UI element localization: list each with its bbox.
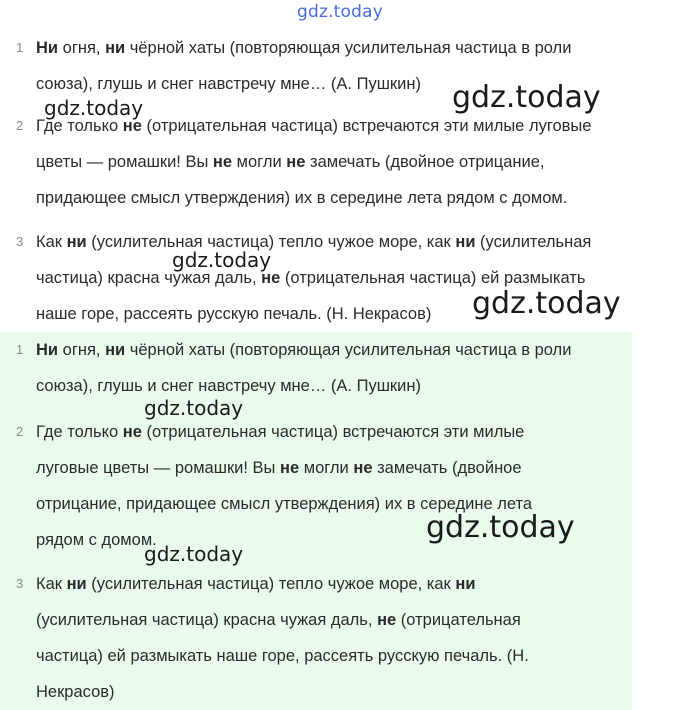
watermark-top: gdz.today (296, 2, 384, 22)
item-text: Как ни (усилительная частица) тепло чужое море, как ни (усилительная частица) красна чужая даль, не (отрицательная частица) ей размыкать наше горе, рассеять русскую печаль. (Н. Некрасов) (36, 575, 529, 701)
particle-highlight: не (122, 117, 142, 135)
item-text: Как ни (усилительная частица) тепло чужое море, как ни (усилительная частица) красна чужая даль, не (отрицательная частица) ей размыкать наше горе, рассеять русскую печаль. (Н. Некрасов) (36, 233, 592, 323)
watermark: gdz.today (172, 248, 272, 272)
item-number: 2 (16, 118, 24, 133)
item-text: Ни огня, ни чёрной хаты (повторяющая усилительная частица в роли союза), глушь и снег навстречу мне… (А. Пушкин) (36, 341, 572, 395)
item-number: 2 (16, 424, 24, 439)
particle-highlight: не (122, 423, 142, 441)
particle-highlight: не (377, 611, 397, 629)
watermark: gdz.today (44, 96, 144, 120)
particle-highlight: ни (66, 233, 87, 251)
item-number: 1 (16, 40, 24, 55)
particle-highlight: не (212, 153, 233, 171)
particle-highlight: не (353, 459, 373, 477)
watermark: gdz.today (426, 510, 575, 545)
watermark: gdz.today (452, 80, 601, 115)
particle-highlight: не (286, 153, 306, 171)
watermark: gdz.today (144, 542, 244, 566)
item-text: Ни огня, ни чёрной хаты (повторяющая усилительная частица в роли союза), глушь и снег навстречу мне… (А. Пушкин) (36, 39, 572, 93)
item-number: 3 (16, 234, 24, 249)
particle-highlight: ни (66, 575, 87, 593)
watermark: gdz.today (472, 286, 621, 321)
particle-highlight: не (280, 459, 300, 477)
item-number: 1 (16, 342, 24, 357)
particle-highlight: Ни (36, 341, 59, 359)
particle-highlight: ни (455, 233, 476, 251)
item-text: Где только не (отрицательная частица) встречаются эти милые луговые цветы — ромашки! Вы не могли не замечать (двойное отрицание, придающее смысл утверждения) их в середине лета рядом с домом. (36, 423, 533, 549)
particle-highlight: ни (105, 341, 126, 359)
particle-highlight: Ни (36, 39, 59, 57)
item-text: Где только не (отрицательная частица) встречаются эти милые луговые цветы — ромашки! Вы не могли не замечать (двойное отрицание, придающее смысл утверждения) их в середине лета рядом с домом. (36, 117, 592, 207)
particle-highlight: ни (455, 575, 476, 593)
particle-highlight: ни (105, 39, 126, 57)
watermark: gdz.today (144, 396, 244, 420)
item-number: 3 (16, 576, 24, 591)
particle-highlight: не (261, 269, 281, 287)
